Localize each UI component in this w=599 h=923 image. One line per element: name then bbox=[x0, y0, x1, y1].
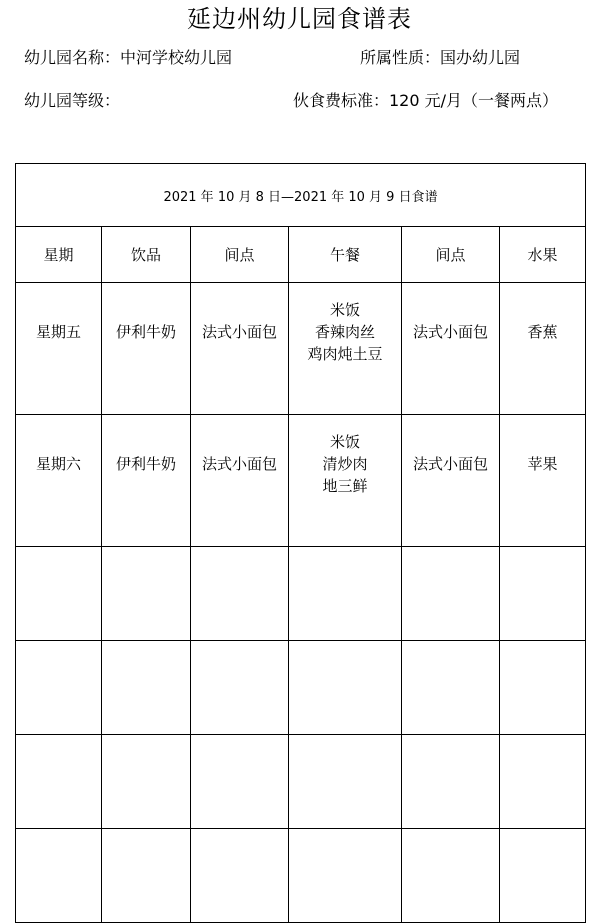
fruit-cell: 香蕉 bbox=[500, 283, 586, 415]
snack-cell: 法式小面包 bbox=[191, 415, 289, 547]
header-day: 星期 bbox=[16, 227, 102, 283]
header-fruit: 水果 bbox=[500, 227, 586, 283]
date-range-row bbox=[16, 164, 586, 227]
empty-row bbox=[16, 547, 586, 641]
empty-row bbox=[16, 735, 586, 829]
kindergarten-name: 幼儿园名称：中河学校幼儿园 bbox=[24, 48, 233, 67]
lunch-item: 鸡肉炖土豆 bbox=[307, 345, 383, 363]
drink-cell: 伊利牛奶 bbox=[102, 283, 191, 415]
snack-cell: 法式小面包 bbox=[402, 415, 500, 547]
header-lunch: 午餐 bbox=[289, 227, 402, 283]
table-row bbox=[16, 415, 586, 547]
drink-cell: 伊利牛奶 bbox=[102, 415, 191, 547]
lunch-cell bbox=[289, 283, 402, 415]
day-cell: 星期五 bbox=[16, 283, 102, 415]
meal-fee-standard: 伙食费标准：120 元/月（一餐两点） bbox=[293, 91, 559, 110]
menu-table bbox=[15, 163, 586, 923]
lunch-item: 清炒肉 bbox=[322, 455, 368, 473]
lunch-cell bbox=[289, 415, 402, 547]
lunch-item: 地三鲜 bbox=[322, 477, 368, 495]
empty-row bbox=[16, 829, 586, 923]
header-snack-1: 间点 bbox=[191, 227, 289, 283]
lunch-item: 香辣肉丝 bbox=[314, 323, 375, 341]
header-drink: 饮品 bbox=[102, 227, 191, 283]
kindergarten-type: 所属性质：国办幼儿园 bbox=[360, 48, 521, 67]
fruit-cell: 苹果 bbox=[500, 415, 586, 547]
table-row bbox=[16, 283, 586, 415]
header-row bbox=[16, 227, 586, 283]
snack-cell: 法式小面包 bbox=[402, 283, 500, 415]
kindergarten-grade: 幼儿园等级： bbox=[24, 91, 121, 110]
page-title: 延边州幼儿园食谱表 bbox=[187, 5, 412, 33]
empty-row bbox=[16, 641, 586, 735]
header-snack-2: 间点 bbox=[402, 227, 500, 283]
date-range: 2021 年 10 月 8 日—2021 年 10 月 9 日食谱 bbox=[16, 164, 586, 227]
day-cell: 星期六 bbox=[16, 415, 102, 547]
lunch-item: 米饭 bbox=[329, 301, 360, 319]
lunch-item: 米饭 bbox=[329, 433, 360, 451]
snack-cell: 法式小面包 bbox=[191, 283, 289, 415]
